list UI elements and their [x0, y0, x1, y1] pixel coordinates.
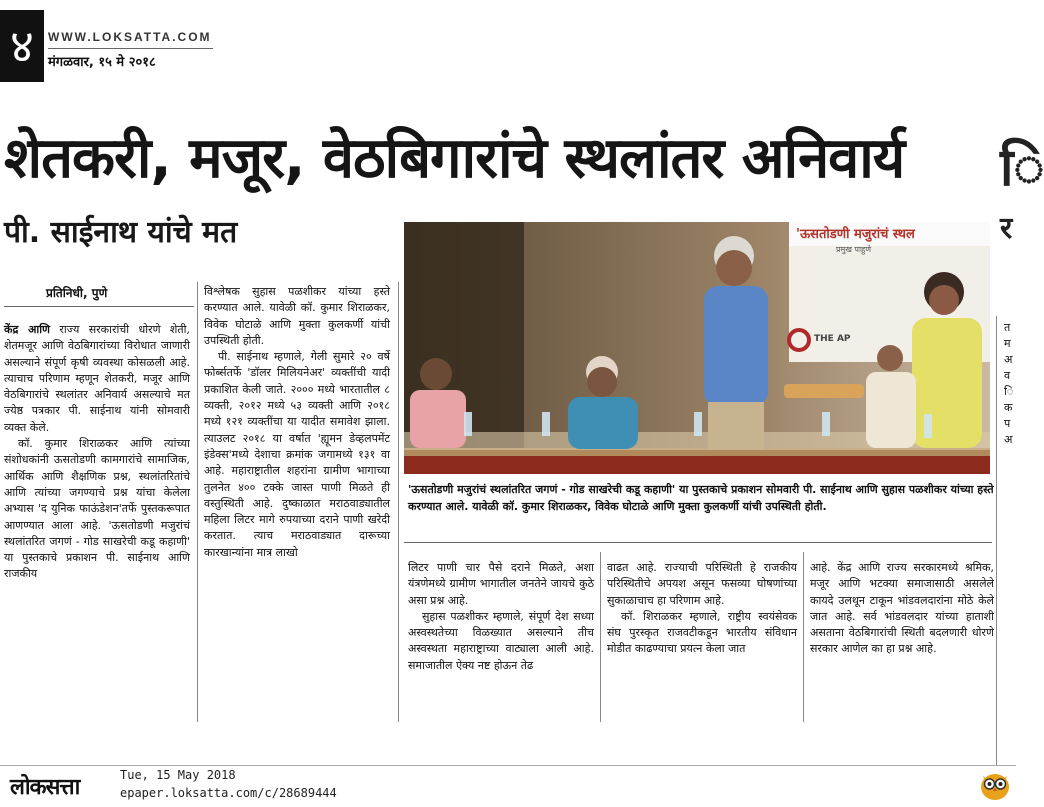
photo-banner-subtitle: प्रमुख पाहुणे	[836, 245, 872, 254]
caption-divider	[404, 542, 992, 543]
photo-caption: 'ऊसतोडणी मजुरांचं स्थलांतरित जगणं - गोड साखरेची कडू कहाणी' या पुस्तकाचे प्रकाशन सोमवारी पी. साईनाथ आणि सुहास पळशीकर यांच्या हस्ते करण्यात आले. यावेळी कॉ. कुमार शिराळकर, विवेक घोटाळे आणि मुक्ता कुलकर्णी यांची उपस्थिती होती.	[408, 483, 994, 513]
issue-date: मंगळवार, १५ मे २०१८	[48, 55, 156, 70]
site-url: WWW.LOKSATTA.COM	[48, 30, 212, 44]
article-headline: शेतकरी, मजूर, वेठबिगारांचे स्थलांतर अनिवार्य	[4, 126, 905, 191]
article-column-5	[810, 560, 994, 658]
paragraph: आहे. केंद्र आणि राज्य सरकारमध्ये श्रमिक, मजूर आणि भटक्या समाजासाठी असलेले कायदे उलथून टाकून भांडवलदारांना मोठे केले जात आहे. सर्व भांडवलदार यांच्या हाताशी असताना वेठबिगारांची स्थिती बदलणारी धोरणे सरकार आणेल का हा प्रश्न आहे.	[810, 561, 994, 656]
paragraph: कॉ. शिराळकर म्हणाले, राष्ट्रीय स्वयंसेवक संघ पुरस्कृत राजवटीकडून भारतीय संविधान मोडीत काढण्याचा प्रयत्न केला जात	[607, 609, 797, 656]
footer-divider	[0, 765, 1016, 766]
column-divider	[996, 316, 997, 766]
column-divider	[803, 552, 804, 722]
photo-illustration	[404, 222, 990, 474]
article-column-2	[204, 284, 390, 561]
column-divider	[197, 282, 198, 722]
article-column-1	[4, 322, 190, 583]
paragraph: केंद्र आणि राज्य सरकारांची धोरणे शेती, शेतमजूर आणि वेठबिगारांच्या विरोधात जाणारी असल्याने संपूर्ण कृषी व्यवस्था कोसळली आहे. त्याचाच परिणाम म्हणून शेतकरी, मजूर आणि वेठबिगारांचे स्थलांतर अनिवार्य असल्याचे मत ज्येष्ठ पत्रकार पी. साईनाथ यांनी सोमवारी व्यक्त केले.	[4, 323, 190, 434]
paragraph: पी. साईनाथ म्हणाले, गेली सुमारे २० वर्षे फोर्ब्सतर्फे 'डॉलर मिलियनेअर' व्यक्तींची यादी प्रकाशित केली जाते. २००० मध्ये भारतातील ८ व्यक्ती, २०१२ मध्ये ५३ व्यक्ती आणि २०१८ मध्ये १२१ व्यक्तींचा या यादीत समावेश झाला. त्याउलट २०१८ या वर्षात 'ह्यूमन डेव्हलपमेंट इंडेक्स'मध्ये देशाचा क्रमांक जगामध्ये १३१ वा आहे. महाराष्ट्रातील शहरांना ग्रामीण भागाच्या तुलनेत ४०० टक्के जास्त पाणी मिळते ही वस्तुस्थिती आहे. दुष्काळात मराठवाड्यातील महिला लिटर मागे रुपयाच्या दराने पाणी खरेदी करतात. त्याच मराठवाड्यात दारूच्या कारखान्यांना मात्र लाखो	[204, 350, 390, 559]
adjacent-headline-fragment: ि	[1000, 138, 1044, 198]
article-subheadline: पी. साईनाथ यांचे मत	[4, 215, 238, 250]
paragraph: वाढत आहे. राज्याची परिस्थिती हे राजकीय परिस्थितीचे अपयश असून फसव्या घोषणांच्या सुकाळाचाच हा परिणाम आहे.	[607, 561, 797, 607]
byline-divider	[4, 306, 194, 307]
column-divider	[600, 552, 601, 722]
paragraph: सुहास पळशीकर म्हणाले, संपूर्ण देश सध्या अस्वस्थतेच्या विळख्यात असल्याने तीच अस्वस्थता महाराष्ट्राच्या वाट्याला आली आहे. समाजातील ऐक्य नष्ट होऊन तेढ	[408, 609, 594, 672]
byline: प्रतिनिधी, पुणे	[46, 286, 108, 300]
article-column-3	[408, 560, 594, 674]
paragraph: विश्लेषक सुहास पळशीकर यांच्या हस्ते करण्यात आले. यावेळी कॉ. कुमार शिराळकर, विवेक घोटाळे आणि मुक्ता कुलकर्णी यांची उपस्थिती होती.	[204, 285, 390, 347]
owl-mascot-icon[interactable]	[978, 768, 1012, 802]
adjacent-column-fragments: त म अ व ि क प अ	[1004, 321, 1014, 446]
footer-epaper-link[interactable]: epaper.loksatta.com/c/28689444	[120, 786, 337, 800]
adjacent-subhead-fragment: र	[1000, 211, 1013, 246]
column-divider	[398, 282, 399, 722]
book-gift	[784, 384, 864, 398]
page-number: ४	[0, 10, 44, 82]
paragraph: लिटर पाणी चार पैसे दराने मिळते, अशा यंत्रणेमध्ये ग्रामीण भागातील जनतेने जायचे कुठे असा प्रश्न आहे.	[408, 561, 594, 607]
lead-in: केंद्र आणि	[4, 323, 51, 336]
event-photo	[404, 222, 990, 474]
header-divider	[48, 48, 213, 49]
photo-banner-logo-text: THE AP	[814, 334, 851, 344]
article-column-4	[607, 560, 797, 658]
photo-banner-title: 'ऊसतोडणी मजुरांचं स्थल	[796, 227, 915, 242]
paragraph: कॉ. कुमार शिराळकर आणि त्यांच्या संशोधकांनी ऊसतोडणी कामगारांचे सामाजिक, आर्थिक आणि शैक्षणिक प्रश्न, स्थलांतरितांचे आणि त्यांच्या जगण्याचे प्रश्न यांचा केलेला अभ्यास 'द युनिक फाऊंडेशन'तर्फे पुस्तकरूपात आणण्यात आला आहे. 'ऊसतोडणी मजुरांचं स्थलांतरित जगणं - गोड साखरेची कडू कहाणी' या पुस्तकाचे प्रकाशन पी. साईनाथ आणि राजकीय	[4, 437, 190, 581]
footer-date: Tue, 15 May 2018	[120, 768, 236, 782]
loksatta-logo: लोकसत्ता	[10, 775, 80, 800]
